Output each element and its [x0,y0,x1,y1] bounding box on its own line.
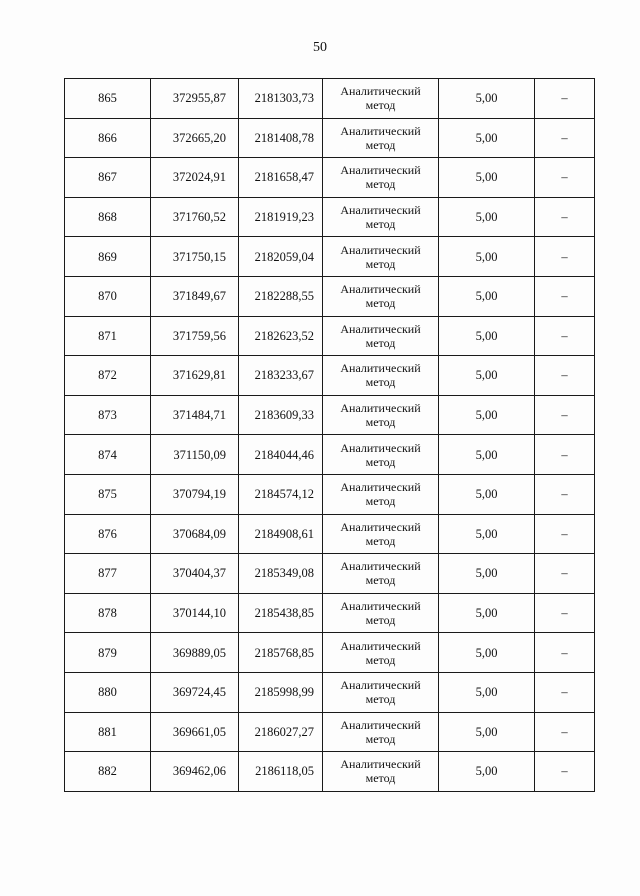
table-row [65,672,595,712]
method-cell-text: Аналитический метод [340,599,421,628]
method-cell [323,356,439,396]
y-coordinate-cell [239,276,323,316]
point-number-cell [65,356,151,396]
x-coordinate-cell [151,633,239,673]
note-cell [535,118,595,158]
method-cell [323,593,439,633]
y-coordinate-cell [239,554,323,594]
x-coordinate-cell [151,118,239,158]
point-number-cell [65,276,151,316]
note-cell [535,276,595,316]
coordinates-table-body [65,79,595,792]
note-cell [535,593,595,633]
y-coordinate-cell [239,633,323,673]
accuracy-cell-text: 5,00 [475,368,498,383]
y-coordinate-cell-text: 2182059,04 [254,249,314,264]
accuracy-cell-text: 5,00 [475,408,498,423]
note-cell-text: – [561,724,568,739]
y-coordinate-cell [239,712,323,752]
method-cell-text: Аналитический метод [340,480,421,509]
table-row [65,395,595,435]
y-coordinate-cell-text: 2185349,08 [254,566,314,581]
accuracy-cell [439,276,535,316]
note-cell-text: – [561,566,568,581]
table-row [65,752,595,792]
accuracy-cell [439,395,535,435]
method-cell [323,752,439,792]
y-coordinate-cell [239,316,323,356]
point-number-cell-text: 868 [98,210,117,225]
point-number-cell-text: 878 [98,606,117,621]
note-cell-text: – [561,328,568,343]
accuracy-cell-text: 5,00 [475,289,498,304]
x-coordinate-cell [151,474,239,514]
accuracy-cell-text: 5,00 [475,685,498,700]
x-coordinate-cell [151,158,239,198]
accuracy-cell-text: 5,00 [475,130,498,145]
table-row [65,514,595,554]
method-cell [323,672,439,712]
note-cell-text: – [561,526,568,541]
point-number-cell-text: 869 [98,249,117,264]
point-number-cell-text: 866 [98,130,117,145]
x-coordinate-cell-text: 372024,91 [172,170,226,185]
method-cell [323,633,439,673]
point-number-cell-text: 874 [98,447,117,462]
y-coordinate-cell [239,672,323,712]
x-coordinate-cell-text: 369462,06 [172,764,226,779]
page-number: 50 [313,40,327,55]
accuracy-cell [439,593,535,633]
point-number-cell [65,554,151,594]
x-coordinate-cell-text: 371849,67 [172,289,226,304]
point-number-cell-text: 876 [98,526,117,541]
accuracy-cell-text: 5,00 [475,526,498,541]
x-coordinate-cell [151,79,239,119]
note-cell [535,395,595,435]
accuracy-cell-text: 5,00 [475,249,498,264]
method-cell-text: Аналитический метод [340,84,421,113]
note-cell-text: – [561,408,568,423]
method-cell-text: Аналитический метод [340,638,421,667]
x-coordinate-cell [151,197,239,237]
method-cell-text: Аналитический метод [340,242,421,271]
accuracy-cell-text: 5,00 [475,328,498,343]
table-row [65,435,595,475]
point-number-cell [65,237,151,277]
x-coordinate-cell-text: 371629,81 [172,368,226,383]
point-number-cell-text: 879 [98,645,117,660]
point-number-cell-text: 873 [98,408,117,423]
accuracy-cell [439,316,535,356]
point-number-cell [65,752,151,792]
method-cell [323,197,439,237]
accuracy-cell-text: 5,00 [475,606,498,621]
note-cell [535,514,595,554]
accuracy-cell [439,712,535,752]
table-row [65,316,595,356]
x-coordinate-cell-text: 370404,37 [172,566,226,581]
table-row [65,356,595,396]
note-cell-text: – [561,130,568,145]
note-cell [535,435,595,475]
accuracy-cell [439,514,535,554]
accuracy-cell [439,237,535,277]
note-cell-text: – [561,91,568,106]
note-cell [535,474,595,514]
y-coordinate-cell-text: 2184908,61 [254,526,314,541]
x-coordinate-cell [151,237,239,277]
table-row [65,554,595,594]
x-coordinate-cell-text: 372665,20 [172,130,226,145]
x-coordinate-cell [151,356,239,396]
table-row [65,79,595,119]
y-coordinate-cell [239,118,323,158]
x-coordinate-cell-text: 371759,56 [172,328,226,343]
table-row [65,712,595,752]
note-cell-text: – [561,289,568,304]
y-coordinate-cell-text: 2182623,52 [254,328,314,343]
y-coordinate-cell [239,237,323,277]
method-cell-text: Аналитический метод [340,440,421,469]
accuracy-cell [439,356,535,396]
point-number-cell-text: 877 [98,566,117,581]
note-cell [535,752,595,792]
method-cell-text: Аналитический метод [340,519,421,548]
accuracy-cell [439,79,535,119]
note-cell-text: – [561,368,568,383]
accuracy-cell [439,435,535,475]
point-number-cell [65,158,151,198]
method-cell [323,276,439,316]
point-number-cell [65,79,151,119]
y-coordinate-cell [239,197,323,237]
table-row [65,593,595,633]
point-number-cell-text: 865 [98,91,117,106]
note-cell [535,672,595,712]
y-coordinate-cell [239,158,323,198]
point-number-cell [65,474,151,514]
point-number-cell [65,395,151,435]
y-coordinate-cell-text: 2181919,23 [254,210,314,225]
note-cell-text: – [561,170,568,185]
x-coordinate-cell-text: 370794,19 [172,487,226,502]
table-row [65,474,595,514]
x-coordinate-cell-text: 369889,05 [172,645,226,660]
note-cell-text: – [561,447,568,462]
point-number-cell [65,435,151,475]
note-cell-text: – [561,606,568,621]
method-cell [323,435,439,475]
y-coordinate-cell [239,593,323,633]
accuracy-cell-text: 5,00 [475,645,498,660]
point-number-cell-text: 870 [98,289,117,304]
point-number-cell-text: 871 [98,328,117,343]
y-coordinate-cell [239,435,323,475]
method-cell [323,514,439,554]
y-coordinate-cell-text: 2184044,46 [254,447,314,462]
point-number-cell [65,514,151,554]
note-cell [535,158,595,198]
table-row [65,158,595,198]
note-cell [535,712,595,752]
y-coordinate-cell-text: 2185768,85 [254,645,314,660]
table-row [65,633,595,673]
method-cell-text: Аналитический метод [340,717,421,746]
y-coordinate-cell [239,395,323,435]
y-coordinate-cell-text: 2181303,73 [254,91,314,106]
accuracy-cell [439,118,535,158]
y-coordinate-cell [239,474,323,514]
method-cell-text: Аналитический метод [340,559,421,588]
x-coordinate-cell [151,435,239,475]
accuracy-cell-text: 5,00 [475,487,498,502]
y-coordinate-cell-text: 2186118,05 [255,764,314,779]
accuracy-cell-text: 5,00 [475,764,498,779]
method-cell-text: Аналитический метод [340,678,421,707]
x-coordinate-cell [151,514,239,554]
point-number-cell-text: 881 [98,724,117,739]
method-cell [323,316,439,356]
note-cell-text: – [561,249,568,264]
method-cell [323,237,439,277]
table-row [65,118,595,158]
y-coordinate-cell [239,79,323,119]
point-number-cell [65,712,151,752]
accuracy-cell [439,752,535,792]
y-coordinate-cell-text: 2185998,99 [254,685,314,700]
point-number-cell-text: 882 [98,764,117,779]
accuracy-cell [439,633,535,673]
method-cell-text: Аналитический метод [340,163,421,192]
point-number-cell-text: 875 [98,487,117,502]
y-coordinate-cell [239,514,323,554]
x-coordinate-cell [151,276,239,316]
y-coordinate-cell [239,752,323,792]
x-coordinate-cell-text: 370144,10 [172,606,226,621]
note-cell [535,197,595,237]
y-coordinate-cell-text: 2186027,27 [254,724,314,739]
point-number-cell [65,118,151,158]
note-cell [535,356,595,396]
y-coordinate-cell-text: 2182288,55 [254,289,314,304]
note-cell-text: – [561,210,568,225]
accuracy-cell-text: 5,00 [475,210,498,225]
y-coordinate-cell-text: 2181658,47 [254,170,314,185]
x-coordinate-cell-text: 372955,87 [172,91,226,106]
method-cell [323,554,439,594]
method-cell [323,712,439,752]
table-row [65,276,595,316]
note-cell [535,316,595,356]
x-coordinate-cell [151,395,239,435]
coordinates-table [64,78,595,792]
method-cell-text: Аналитический метод [340,401,421,430]
y-coordinate-cell [239,356,323,396]
x-coordinate-cell-text: 371760,52 [172,210,226,225]
accuracy-cell-text: 5,00 [475,566,498,581]
note-cell [535,554,595,594]
method-cell-text: Аналитический метод [340,757,421,786]
x-coordinate-cell-text: 369724,45 [172,685,226,700]
accuracy-cell [439,158,535,198]
point-number-cell [65,593,151,633]
method-cell [323,118,439,158]
accuracy-cell-text: 5,00 [475,724,498,739]
x-coordinate-cell [151,554,239,594]
note-cell-text: – [561,764,568,779]
x-coordinate-cell-text: 371484,71 [172,408,226,423]
method-cell-text: Аналитический метод [340,321,421,350]
point-number-cell [65,672,151,712]
accuracy-cell-text: 5,00 [475,170,498,185]
table-row [65,197,595,237]
x-coordinate-cell [151,316,239,356]
y-coordinate-cell-text: 2185438,85 [254,606,314,621]
point-number-cell [65,197,151,237]
x-coordinate-cell [151,752,239,792]
x-coordinate-cell-text: 370684,09 [172,526,226,541]
x-coordinate-cell [151,672,239,712]
y-coordinate-cell-text: 2183609,33 [254,408,314,423]
point-number-cell [65,633,151,673]
accuracy-cell [439,197,535,237]
point-number-cell-text: 880 [98,685,117,700]
x-coordinate-cell [151,593,239,633]
method-cell-text: Аналитический метод [340,282,421,311]
method-cell-text: Аналитический метод [340,203,421,232]
method-cell [323,474,439,514]
point-number-cell [65,316,151,356]
x-coordinate-cell [151,712,239,752]
accuracy-cell-text: 5,00 [475,91,498,106]
table-row [65,237,595,277]
accuracy-cell [439,672,535,712]
method-cell [323,395,439,435]
method-cell [323,79,439,119]
note-cell-text: – [561,487,568,502]
x-coordinate-cell-text: 371150,09 [173,447,226,462]
y-coordinate-cell-text: 2183233,67 [254,368,314,383]
x-coordinate-cell-text: 371750,15 [172,249,226,264]
point-number-cell-text: 867 [98,170,117,185]
method-cell-text: Аналитический метод [340,361,421,390]
note-cell [535,237,595,277]
accuracy-cell [439,474,535,514]
note-cell-text: – [561,645,568,660]
y-coordinate-cell-text: 2184574,12 [254,487,314,502]
method-cell [323,158,439,198]
method-cell-text: Аналитический метод [340,123,421,152]
point-number-cell-text: 872 [98,368,117,383]
note-cell [535,79,595,119]
accuracy-cell [439,554,535,594]
y-coordinate-cell-text: 2181408,78 [254,130,314,145]
note-cell [535,633,595,673]
note-cell-text: – [561,685,568,700]
accuracy-cell-text: 5,00 [475,447,498,462]
x-coordinate-cell-text: 369661,05 [172,724,226,739]
